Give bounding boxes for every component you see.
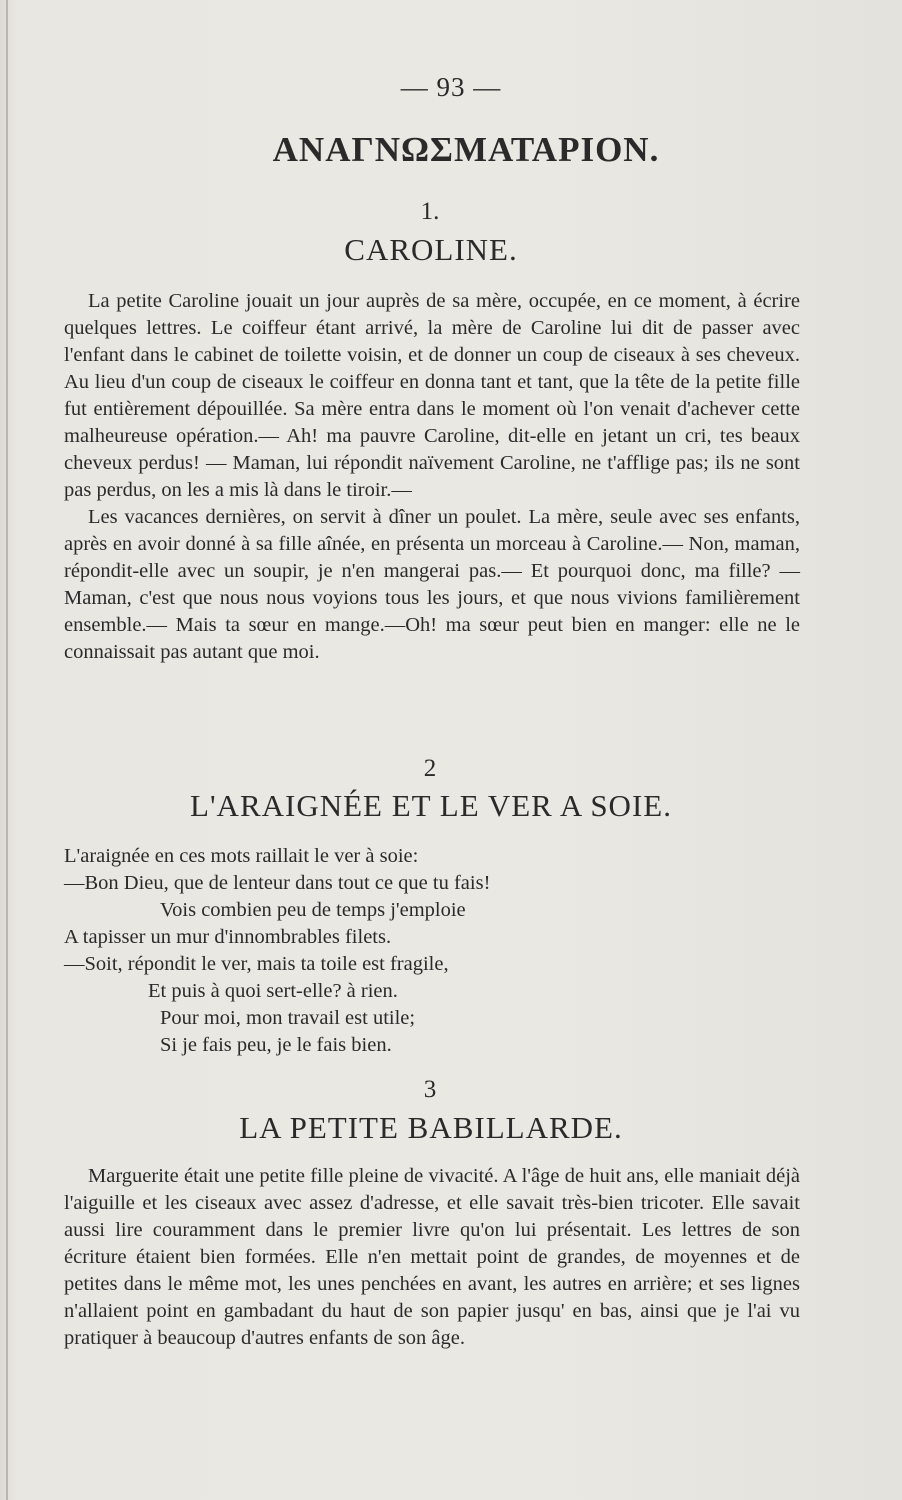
- section-number-1: 1.: [420, 198, 440, 225]
- verse-line: Pour moi, mon travail est utile;: [160, 1007, 416, 1029]
- section-title-caroline: CAROLINE.: [344, 232, 518, 267]
- verse-line: L'araignée en ces mots raillait le ver à soie:: [64, 845, 419, 867]
- section-number-2: 2: [423, 755, 437, 782]
- page-title: ΑΝΑΓΝΩΣΜΑΤΑΡΙΟΝ.: [272, 130, 660, 169]
- section-number-3: 3: [423, 1076, 437, 1103]
- section-text-babillarde: [64, 1163, 800, 1352]
- verse-line: A tapisser un mur d'innombrables filets.: [64, 926, 392, 948]
- verse-line: Vois combien peu de temps j'emploie: [160, 899, 466, 921]
- verse-line: —Soit, répondit le ver, mais ta toile est fragile,: [64, 953, 449, 975]
- verse-line: Et puis à quoi sert-elle? à rien.: [148, 980, 398, 1002]
- paragraph: La petite Caroline jouait un jour auprès de sa mère, occupée, en ce moment, à écrire quelques lettres. Le coiffeur étant arrivé, la mère de Caroline lui dit de passer avec l'enfant dans le cabinet de toilette voisin, et de donner un coup de ciseaux à ses cheveux. Au lieu d'un coup de ciseaux le coiffeur en donna tant et tant, que la tête de la petite fille fut entièrement dépouillée. Sa mère entra dans le moment où l'on venait d'achever cette malheureuse opération.— Ah! ma pauvre Caroline, dit-elle en jetant un cri, tes beaux cheveux perdus! — Maman, lui répondit naïvement Caroline, ne t'afflige pas; ils ne sont pas perdus, on les a mis là dans le tiroir.—: [64, 290, 800, 501]
- page-number: — 93 —: [400, 72, 502, 102]
- section-title-araignee: L'ARAIGNÉE ET LE VER A SOIE.: [190, 788, 672, 823]
- section-title-babillarde: LA PETITE BABILLARDE.: [239, 1110, 623, 1145]
- verse-line: —Bon Dieu, que de lenteur dans tout ce que tu fais!: [64, 872, 491, 894]
- paragraph: Les vacances dernières, on servit à dîner un poulet. La mère, seule avec ses enfants, après en avoir donné à sa fille aînée, en présenta un morceau à Caroline.— Non, maman, répondit-elle avec un soupir, je n'en mangerai pas.— Et pourquoi donc, ma fille? — Maman, c'est que nous nous voyions tous les jours, et que nous vivions familièrement ensemble.— Mais ta sœur en mange.—Oh! ma sœur peut bien en manger: elle ne le connaissait pas autant que moi.: [64, 506, 800, 663]
- verse-line: Si je fais peu, je le fais bien.: [160, 1034, 392, 1056]
- poem-verse: [64, 843, 804, 1059]
- paragraph: Marguerite était une petite fille pleine de vivacité. A l'âge de huit ans, elle maniait déjà l'aiguille et les ciseaux avec assez d'adresse, et elle savait très-bien tricoter. Elle savait aussi lire couramment dans le premier livre qu'on lui présentait. Les lettres de son écriture étaient bien formées. Elle n'en mettait point de grandes, de moyennes et de petites dans le même mot, les unes penchées en avant, les autres en arrière; et ses lignes n'allaient point en gambadant du haut de son papier jusqu' en bas, ainsi que je l'ai vu pratiquer à beaucoup d'autres enfants de son âge.: [64, 1165, 800, 1349]
- section-text-caroline: [64, 288, 800, 666]
